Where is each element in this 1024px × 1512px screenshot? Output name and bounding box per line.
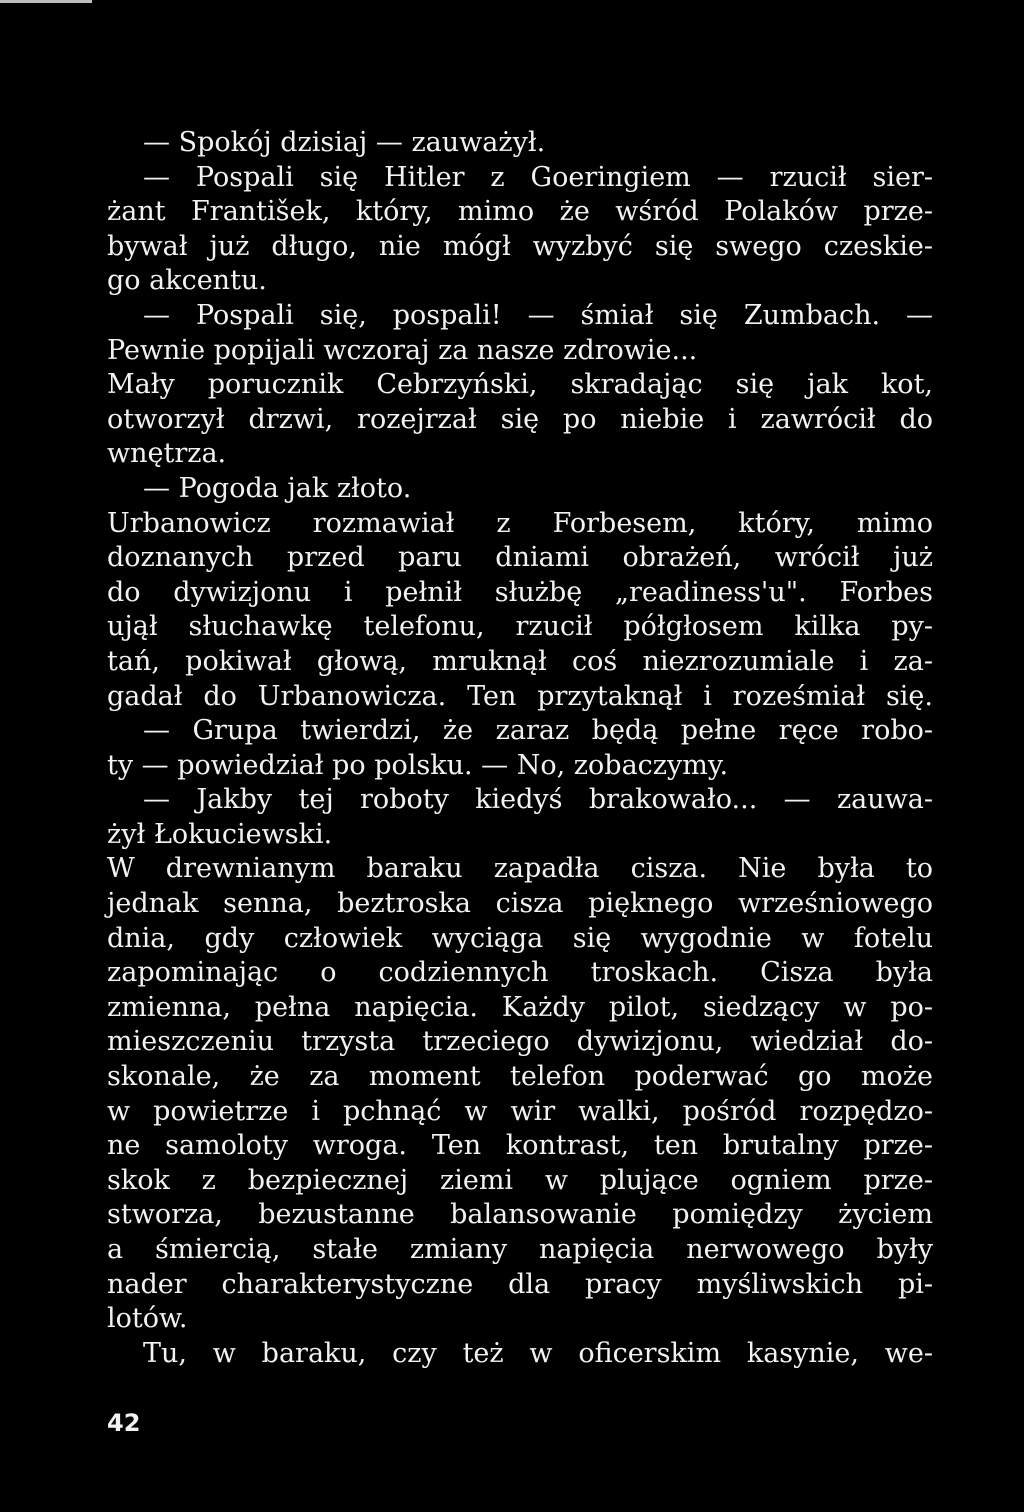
text-line: ne samoloty wroga. Ten kontrast, ten brutalny prze- <box>107 1130 933 1162</box>
text-body <box>107 126 933 1371</box>
text-line: stworza, bezustanne balansowanie pomiędzy życiem <box>107 1199 933 1231</box>
text-line: Mały porucznik Cebrzyński, skradając się jak kot, <box>107 369 933 401</box>
text-line: tań, pokiwał głową, mruknął coś niezrozumiale i za- <box>107 645 933 677</box>
text-line: ty — powiedział po polsku. — No, zobaczymy. <box>107 749 729 781</box>
text-line: nader charakterystyczne dla pracy myśliwskich pi- <box>107 1268 933 1300</box>
text-line: — Pospali się, pospali! — śmiał się Zumbach. — <box>143 299 933 331</box>
text-line: mieszczeniu trzysta trzeciego dywizjonu, wiedział do- <box>107 1026 933 1058</box>
text-line: jednak senna, beztroska cisza pięknego wrześniowego <box>107 888 933 920</box>
text-line: Urbanowicz rozmawiał z Forbesem, który, mimo <box>107 507 933 539</box>
text-line: doznanych przed paru dniami obrażeń, wrócił już <box>107 542 933 574</box>
text-line: do dywizjonu i pełnił służbę „readiness'u". Forbes <box>107 576 933 608</box>
text-line: bywał już długo, nie mógł wyzbyć się swego czeskie- <box>107 230 933 262</box>
text-line: skonale, że za moment telefon poderwać go może <box>107 1061 933 1093</box>
text-line: — Pogoda jak złoto. <box>143 472 412 504</box>
top-rule <box>0 0 92 3</box>
text-line: — Spokój dzisiaj — zauważył. <box>143 127 546 158</box>
text-line: lotów. <box>107 1303 188 1335</box>
text-line: otworzył drzwi, rozejrzał się po niebie i zawrócił do <box>107 403 933 435</box>
text-line: wnętrza. <box>107 438 227 470</box>
text-line: żył Łokuciewski. <box>107 818 333 850</box>
text-line: ujął słuchawkę telefonu, rzucił półgłosem kilka py- <box>107 611 933 643</box>
text-line: zapominając o codziennych troskach. Cisza była <box>107 957 933 989</box>
text-line: a śmiercią, stałe zmiany napięcia nerwowego były <box>107 1234 933 1265</box>
text-line: gadał do Urbanowicza. Ten przytaknął i roześmiał się. <box>107 680 933 712</box>
text-line: Pewnie popijali wczoraj za nasze zdrowie... <box>107 334 698 366</box>
text-line: w powietrze i pchnąć w wir walki, pośród rozpędzo- <box>107 1095 933 1127</box>
text-line: Tu, w baraku, czy też w oficerskim kasynie, we- <box>143 1337 933 1369</box>
page-number: 42 <box>107 1409 141 1437</box>
text-line: — Pospali się Hitler z Goeringiem — rzucił sier- <box>143 161 933 193</box>
text-line: — Jakby tej roboty kiedyś brakowało... — zauwa- <box>143 784 933 816</box>
text-line: W drewnianym baraku zapadła cisza. Nie była to <box>107 853 933 885</box>
text-line: zmienna, pełna napięcia. Każdy pilot, siedzący w po- <box>107 991 933 1023</box>
text-line: — Grupa twierdzi, że zaraz będą pełne ręce robo- <box>143 715 933 747</box>
text-line: go akcentu. <box>107 265 267 297</box>
text-line: dnia, gdy człowiek wyciąga się wygodnie w fotelu <box>107 922 933 954</box>
text-line: żant František, który, mimo że wśród Polaków prze- <box>107 196 933 228</box>
text-line: skok z bezpiecznej ziemi w plujące ogniem prze- <box>107 1164 933 1196</box>
